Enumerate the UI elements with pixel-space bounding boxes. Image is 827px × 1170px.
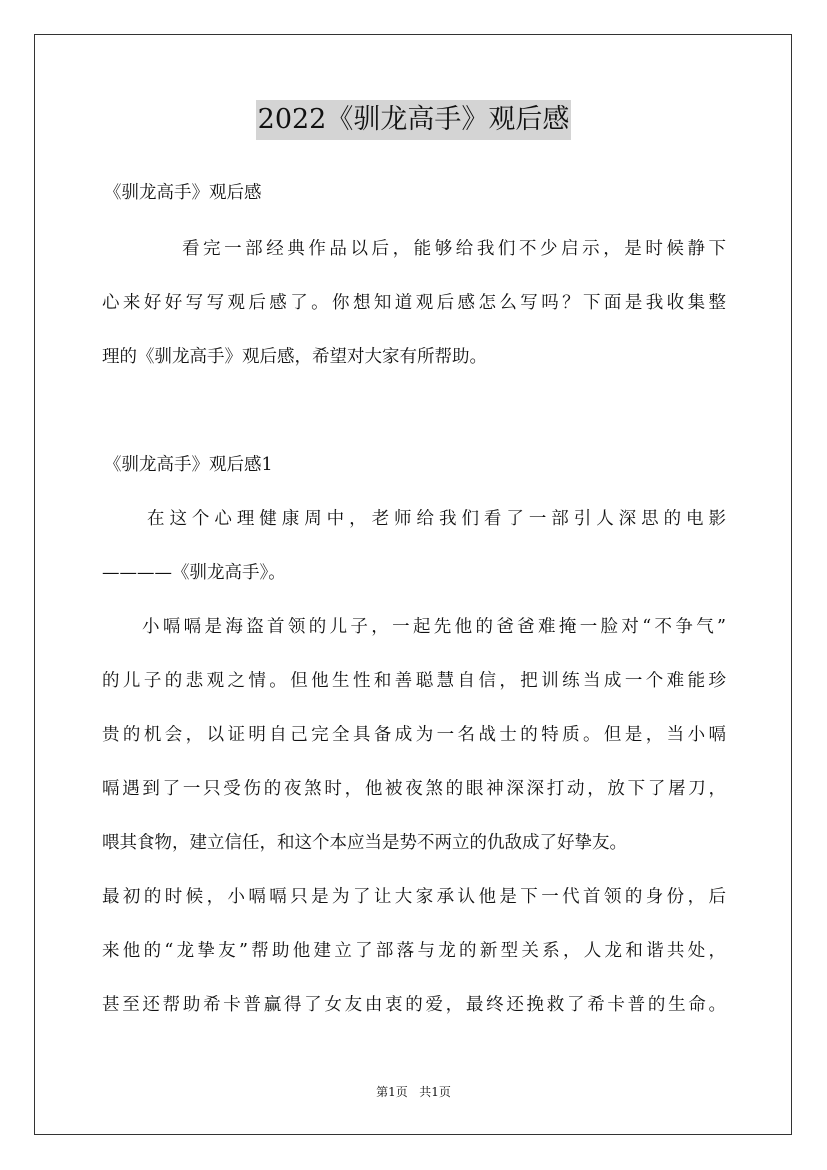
section-heading: 《驯龙高手》观后感1	[104, 455, 273, 475]
intro-line: 心来好好写写观后感了。你想知道观后感怎么写吗？下面是我收集整	[102, 293, 726, 313]
page-footer: 第1页 共1页	[376, 1085, 451, 1099]
paragraph-line: 嗝遇到了一只受伤的夜煞时，他被夜煞的眼神深深打动，放下了屠刀，	[102, 779, 726, 799]
title-container	[0, 100, 827, 140]
paragraph-line: 贵的机会，以证明自己完全具备成为一名战士的特质。但是，当小嗝	[102, 725, 726, 745]
paragraph-line: 小嗝嗝是海盗首领的儿子，一起先他的爸爸难掩一脸对“不争气”	[142, 617, 726, 637]
paragraph-line: 来他的“龙挚友”帮助他建立了部落与龙的新型关系，人龙和谐共处，	[102, 941, 726, 961]
paragraph-line: 甚至还帮助希卡普赢得了女友由衷的爱，最终还挽救了希卡普的生命。	[102, 995, 726, 1015]
intro-line: 理的《驯龙高手》观后感，希望对大家有所帮助。	[102, 347, 487, 367]
paragraph-line: 喂其食物，建立信任，和这个本应当是势不两立的仇敌成了好挚友。	[102, 833, 627, 853]
document-title: 2022《驯龙高手》观后感	[256, 100, 572, 140]
paragraph-line: 的儿子的悲观之情。但他生性和善聪慧自信，把训练当成一个难能珍	[102, 671, 726, 691]
intro-line: 看完一部经典作品以后，能够给我们不少启示，是时候静下	[182, 239, 726, 259]
paragraph-line: ————《驯龙高手》。	[102, 563, 286, 583]
paragraph-line: 在这个心理健康周中，老师给我们看了一部引人深思的电影	[147, 509, 726, 529]
subtitle: 《驯龙高手》观后感	[104, 183, 262, 203]
paragraph-line: 最初的时候，小嗝嗝只是为了让大家承认他是下一代首领的身份，后	[102, 887, 726, 907]
